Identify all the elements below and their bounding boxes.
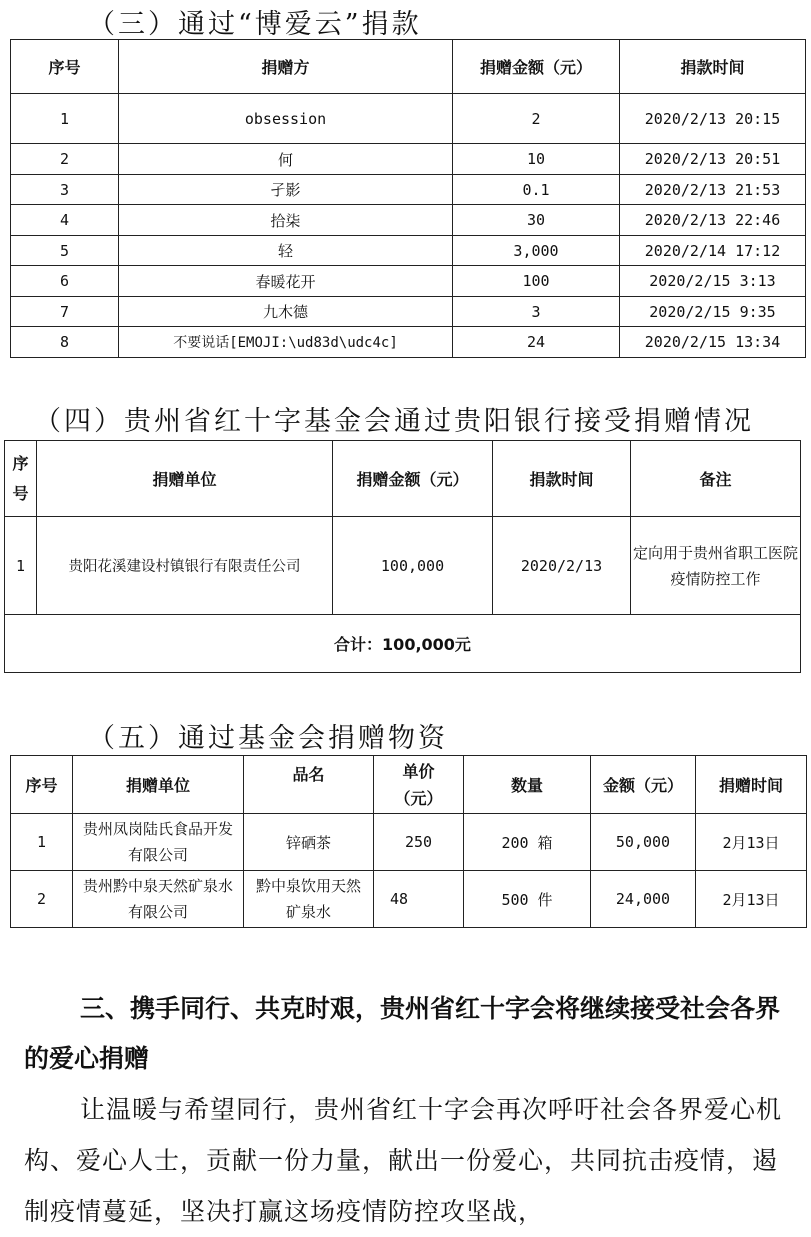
table-header-row <box>11 756 807 814</box>
cell-index: 3 <box>11 175 119 205</box>
cell-amount: 3,000 <box>453 236 620 266</box>
table-row <box>11 144 806 175</box>
section-three-title: 三、携手同行、共克时艰，贵州省红十字会将继续接受社会各界的爱心捐赠 <box>24 994 781 1073</box>
cell-amount: 50,000 <box>591 814 696 871</box>
table-row <box>11 297 806 327</box>
col-header-amount: 捐赠金额（元） <box>333 441 493 517</box>
cell-donor: 不要说话[EMOJI:\ud83d\udc4c] <box>119 327 453 358</box>
cell-remark: 定向用于贵州省职工医院疫情防控工作 <box>631 517 801 615</box>
col-header-unit: 捐赠单位 <box>37 441 333 517</box>
col-header-unit: 捐赠单位 <box>73 756 244 814</box>
cell-index: 1 <box>11 94 119 144</box>
col-header-index: 序号 <box>11 756 73 814</box>
col-header-donor: 捐赠方 <box>119 40 453 94</box>
cell-time: 2020/2/13 20:15 <box>620 94 806 144</box>
col-header-unit-price: 单价（元） <box>374 756 464 814</box>
cell-donor: obsession <box>119 94 453 144</box>
table-row <box>11 205 806 236</box>
cell-index: 2 <box>11 871 73 928</box>
material-donation-table <box>10 755 807 928</box>
cell-unit: 贵州黔中泉天然矿泉水有限公司 <box>73 871 244 928</box>
cell-unit-price: 48 <box>374 871 464 928</box>
cell-time: 2020/2/13 22:46 <box>620 205 806 236</box>
col-header-time: 捐款时间 <box>620 40 806 94</box>
cell-index: 6 <box>11 266 119 297</box>
cell-donor: 拾柒 <box>119 205 453 236</box>
cell-quantity: 200 箱 <box>464 814 591 871</box>
cell-unit: 贵阳花溪建设村镇银行有限责任公司 <box>37 517 333 615</box>
cell-donor: 九木德 <box>119 297 453 327</box>
cell-amount: 3 <box>453 297 620 327</box>
cell-index: 2 <box>11 144 119 175</box>
cell-index: 1 <box>11 814 73 871</box>
cell-time: 2020/2/15 9:35 <box>620 297 806 327</box>
cell-time: 2月13日 <box>696 814 807 871</box>
col-header-time: 捐款时间 <box>493 441 631 517</box>
table-row <box>11 327 806 358</box>
col-header-index: 序号 <box>5 441 37 517</box>
cell-index: 1 <box>5 517 37 615</box>
col-header-amount: 捐赠金额（元） <box>453 40 620 94</box>
table-row <box>11 175 806 205</box>
cell-amount: 24,000 <box>591 871 696 928</box>
cell-time: 2020/2/14 17:12 <box>620 236 806 266</box>
cell-index: 8 <box>11 327 119 358</box>
col-header-index: 序号 <box>11 40 119 94</box>
cell-unit-price: 250 <box>374 814 464 871</box>
cell-donor: 何 <box>119 144 453 175</box>
donation-table-boaiyun <box>10 39 806 358</box>
cell-index: 7 <box>11 297 119 327</box>
cell-index: 5 <box>11 236 119 266</box>
col-header-item: 品名 <box>244 756 374 814</box>
cell-donor: 轻 <box>119 236 453 266</box>
cell-time: 2020/2/13 20:51 <box>620 144 806 175</box>
cell-amount: 100 <box>453 266 620 297</box>
body-paragraph: 让温暖与希望同行，贵州省红十字会再次呼吁社会各界爱心机构、爱心人士，贡献一份力量，献出一份爱心，共同抗击疫情，遏制疫情蔓延，坚决打赢这场疫情防控攻坚战， <box>24 1095 783 1226</box>
col-header-remark: 备注 <box>631 441 801 517</box>
section4-heading: （四）贵州省红十字基金会通过贵阳银行接受捐赠情况 <box>34 406 754 437</box>
cell-time: 2月13日 <box>696 871 807 928</box>
cell-amount: 100,000 <box>333 517 493 615</box>
cell-time: 2020/2/15 3:13 <box>620 266 806 297</box>
cell-item: 锌硒茶 <box>244 814 374 871</box>
section3-heading: （三）通过“博爱云”捐款 <box>88 9 422 40</box>
table-row <box>11 94 806 144</box>
cell-donor: 春暖花开 <box>119 266 453 297</box>
table-total-row <box>5 615 801 673</box>
cell-donor: 孑影 <box>119 175 453 205</box>
cell-amount: 0.1 <box>453 175 620 205</box>
table-header-row <box>5 441 801 517</box>
table-header-row <box>11 40 806 94</box>
cell-amount: 2 <box>453 94 620 144</box>
cell-item: 黔中泉饮用天然矿泉水 <box>244 871 374 928</box>
col-header-amount: 金额（元） <box>591 756 696 814</box>
cell-index: 4 <box>11 205 119 236</box>
section5-heading: （五）通过基金会捐赠物资 <box>88 723 448 754</box>
table-row <box>11 266 806 297</box>
table-row <box>11 236 806 266</box>
cell-amount: 30 <box>453 205 620 236</box>
cell-time: 2020/2/13 <box>493 517 631 615</box>
cell-time: 2020/2/13 21:53 <box>620 175 806 205</box>
cell-amount: 10 <box>453 144 620 175</box>
donation-table-guiyang-bank <box>4 440 801 673</box>
table-row <box>5 517 801 615</box>
table-row <box>11 814 807 871</box>
cell-unit: 贵州凤岗陆氏食品开发有限公司 <box>73 814 244 871</box>
cell-time: 2020/2/15 13:34 <box>620 327 806 358</box>
col-header-time: 捐赠时间 <box>696 756 807 814</box>
table-row <box>11 871 807 928</box>
col-header-quantity: 数量 <box>464 756 591 814</box>
cell-amount: 24 <box>453 327 620 358</box>
cell-quantity: 500 件 <box>464 871 591 928</box>
total-amount: 合计：100,000元 <box>5 615 801 673</box>
